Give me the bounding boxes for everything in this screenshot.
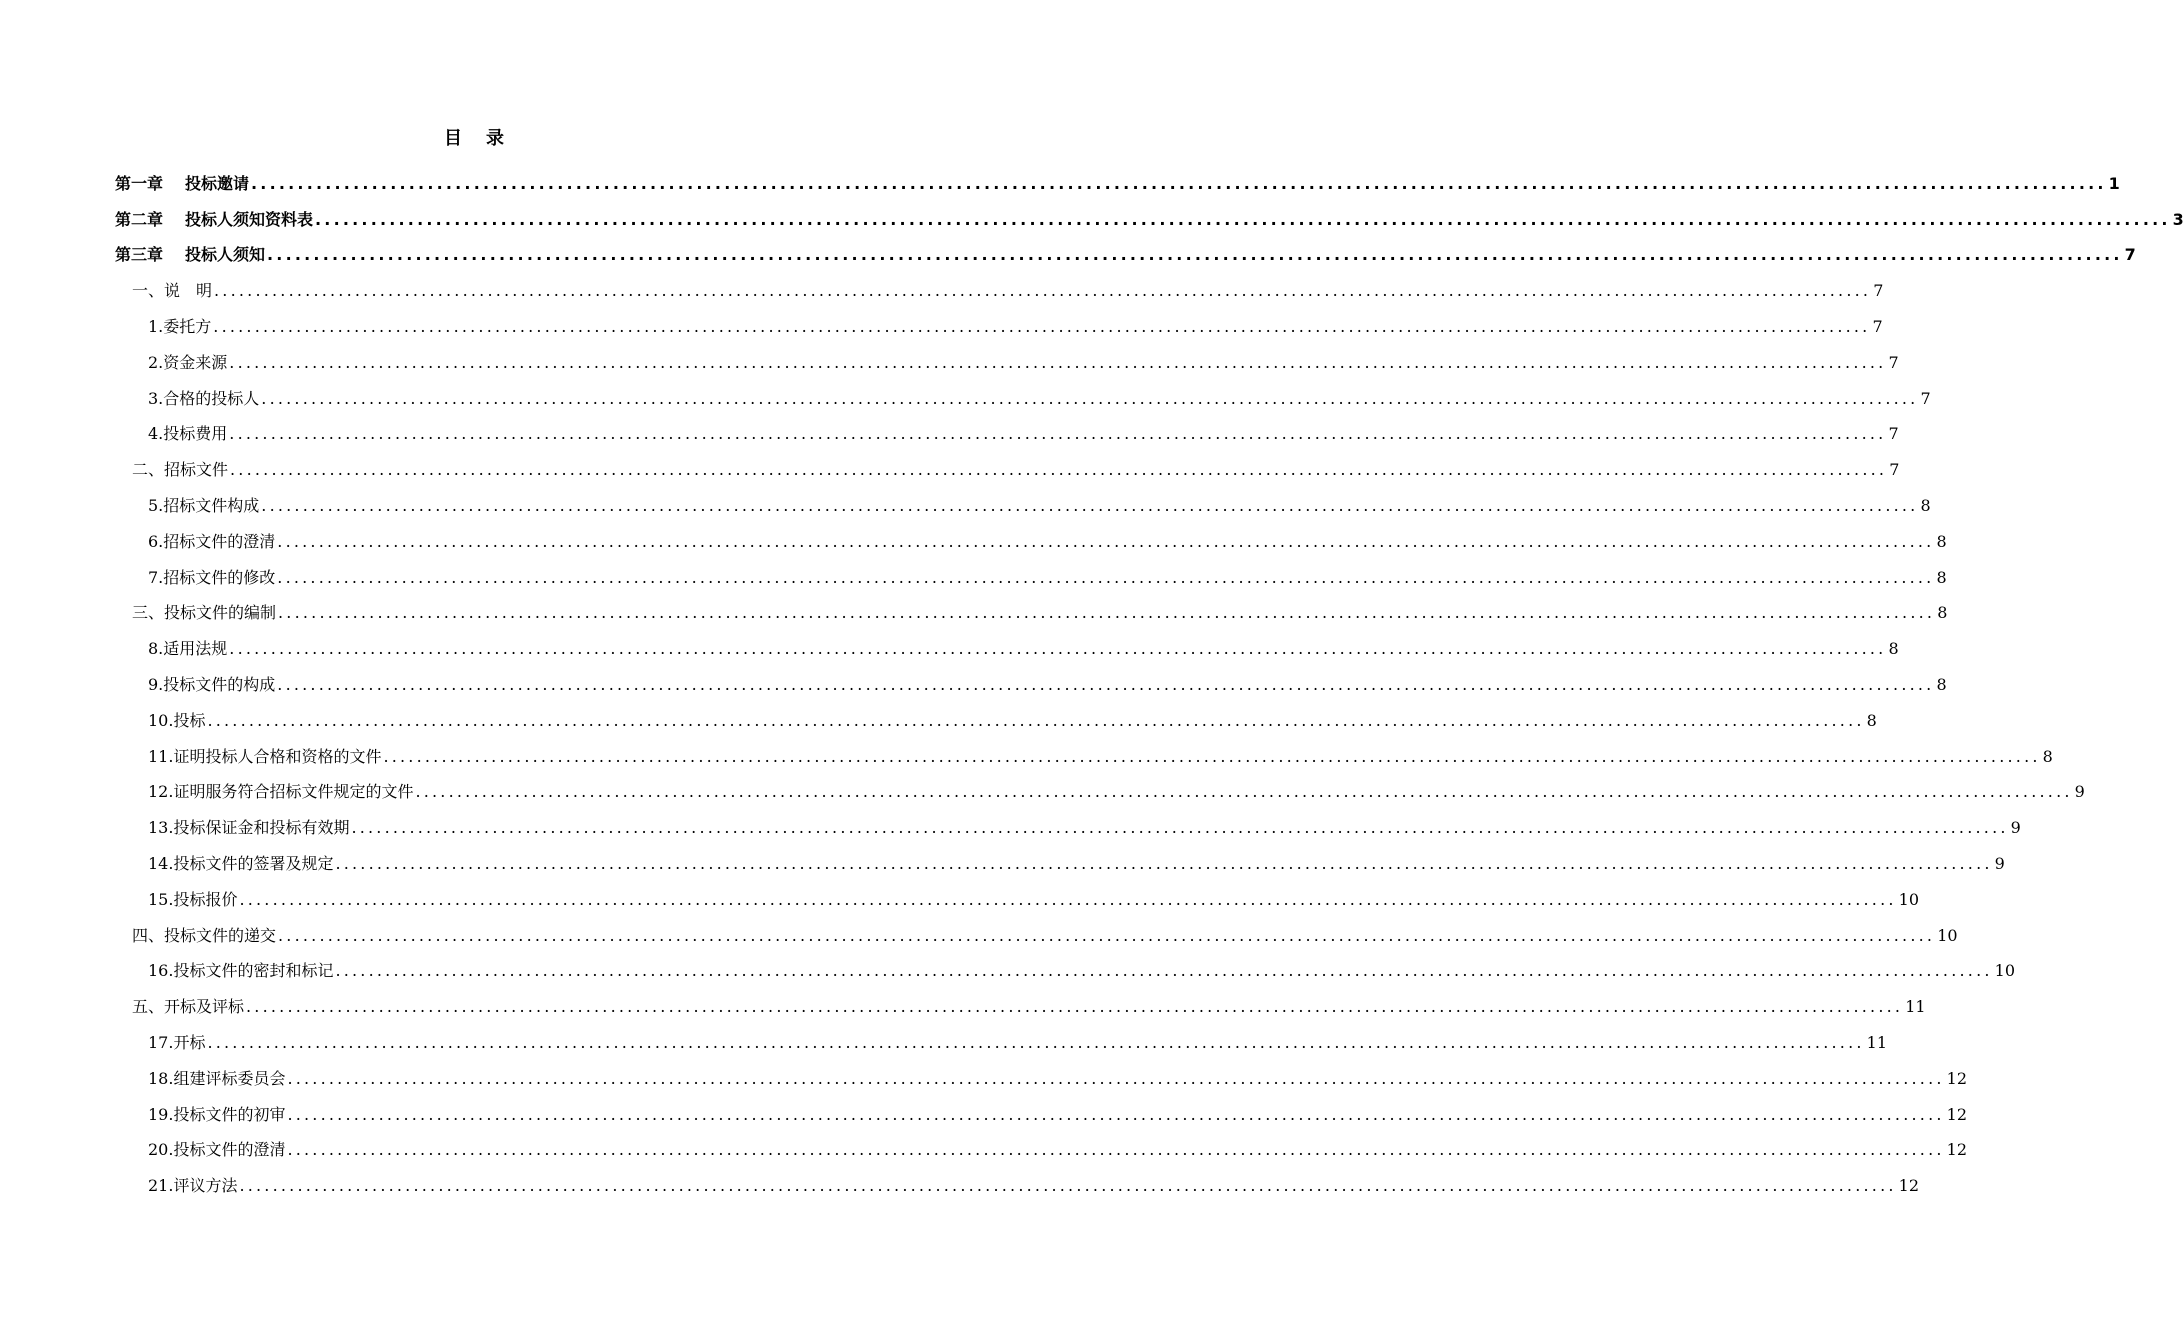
toc-chapter-number: 第三章 xyxy=(115,245,164,265)
toc-entry-title: 6.招标文件的澄清 xyxy=(148,531,276,551)
toc-entry-title: 四、投标文件的递交 xyxy=(132,925,277,945)
toc-entry-title: 20.投标文件的澄清 xyxy=(148,1140,286,1160)
toc-page-number: 7 xyxy=(2124,245,2136,265)
toc-title-char: 目 xyxy=(444,128,464,149)
toc-entry-title: 17.开标 xyxy=(148,1032,206,1052)
toc-page-number: 8 xyxy=(1920,495,1931,515)
toc-leader-dots: ........................................................................................................................................................................................................ xyxy=(261,495,1919,515)
toc-entry[interactable] xyxy=(115,838,2005,874)
toc-leader-dots: ........................................................................................................................................................................................................ xyxy=(278,925,1936,945)
toc-entry[interactable] xyxy=(115,767,2085,803)
toc-page-number: 9 xyxy=(2074,782,2085,802)
toc-leader-dots: ........................................................................................................................................................................................................ xyxy=(415,782,2073,802)
toc-page-number: 12 xyxy=(1946,1104,1967,1124)
toc-entry[interactable] xyxy=(115,1053,1967,1089)
toc-entry-title: 一、说 明 xyxy=(132,281,213,301)
toc-leader-dots: ........................................................................................................................................................................................................ xyxy=(213,316,1871,336)
toc-entry-title: 11.证明投标人合格和资格的文件 xyxy=(148,746,382,766)
toc-entry-title: 21.评议方法 xyxy=(148,1176,238,1196)
table-of-contents xyxy=(115,158,2184,1196)
toc-leader-dots: ........................................................................................................................................................................................................ xyxy=(214,281,1872,301)
toc-page-number: 1 xyxy=(2108,173,2120,193)
toc-leader-dots: ........................................................................................................................................................................................................ xyxy=(239,1176,1897,1196)
toc-leader-dots: ........................................................................................................................................................................................................ xyxy=(335,853,1993,873)
toc-entry[interactable] xyxy=(115,158,2120,194)
toc-entry-title: 1.委托方 xyxy=(148,316,212,336)
toc-leader-dots: ........................................................................................................................................................................................................ xyxy=(278,603,1936,623)
toc-entry[interactable] xyxy=(115,1160,1919,1196)
toc-title xyxy=(0,126,950,152)
toc-entry[interactable] xyxy=(115,695,1877,731)
toc-leader-dots: ........................................................................................................................................................................................................ xyxy=(287,1068,1945,1088)
toc-page-number: 3 xyxy=(2172,209,2184,229)
toc-leader-dots: ........................................................................................................................................................................................................ xyxy=(383,746,2041,766)
toc-leader-dots: ........................................................................................................................................................................................................ xyxy=(351,818,2009,838)
toc-entry[interactable] xyxy=(115,230,2136,266)
toc-entry[interactable] xyxy=(115,1125,1967,1161)
toc-leader-dots: ........................................................................................................................................................................................................ xyxy=(287,1140,1945,1160)
toc-entry[interactable] xyxy=(115,874,1919,910)
toc-entry[interactable] xyxy=(115,731,2053,767)
toc-entry-title: 4.投标费用 xyxy=(148,424,228,444)
toc-page-number: 12 xyxy=(1946,1068,1967,1088)
toc-leader-dots: ........................................................................................................................................................................................................ xyxy=(315,209,2171,229)
toc-page-number: 12 xyxy=(1898,1176,1919,1196)
toc-page-number: 7 xyxy=(1888,424,1899,444)
toc-page-number: 10 xyxy=(1937,925,1958,945)
toc-page-number: 8 xyxy=(1866,710,1877,730)
toc-leader-dots: ........................................................................................................................................................................................................ xyxy=(229,424,1887,444)
toc-chapter-title: 投标人须知资料表 xyxy=(185,209,314,229)
toc-leader-dots: ........................................................................................................................................................................................................ xyxy=(246,997,1904,1017)
toc-page-number: 8 xyxy=(1936,567,1947,587)
toc-page-number: 10 xyxy=(1898,889,1919,909)
toc-entry-title: 二、招标文件 xyxy=(132,460,229,480)
toc-chapter-title: 投标人须知 xyxy=(185,245,266,265)
toc-entry[interactable] xyxy=(115,981,1926,1017)
toc-title-char: 录 xyxy=(486,128,506,149)
toc-entry[interactable] xyxy=(115,409,1899,445)
toc-page-number: 8 xyxy=(2042,746,2053,766)
toc-leader-dots: ........................................................................................................................................................................................................ xyxy=(251,173,2107,193)
toc-page-number: 12 xyxy=(1946,1140,1967,1160)
toc-page-number: 8 xyxy=(1888,639,1899,659)
toc-page-number: 9 xyxy=(1994,853,2005,873)
toc-leader-dots: ........................................................................................................................................................................................................ xyxy=(277,531,1935,551)
toc-entry[interactable] xyxy=(115,659,1947,695)
toc-entry[interactable] xyxy=(115,337,1899,373)
toc-entry-title: 3.合格的投标人 xyxy=(148,388,260,408)
toc-entry[interactable] xyxy=(115,373,1931,409)
toc-entry-title: 5.招标文件构成 xyxy=(148,495,260,515)
toc-page-number: 8 xyxy=(1936,674,1947,694)
toc-entry-title: 18.组建评标委员会 xyxy=(148,1068,286,1088)
toc-entry[interactable] xyxy=(115,802,2021,838)
toc-entry[interactable] xyxy=(115,194,2184,230)
toc-leader-dots: ........................................................................................................................................................................................................ xyxy=(230,460,1888,480)
toc-entry[interactable] xyxy=(115,946,2015,982)
toc-leader-dots: ........................................................................................................................................................................................................ xyxy=(287,1104,1945,1124)
toc-entry[interactable] xyxy=(115,1017,1887,1053)
toc-entry-title xyxy=(115,174,249,194)
toc-leader-dots: ........................................................................................................................................................................................................ xyxy=(229,352,1887,372)
toc-entry-title xyxy=(115,210,313,230)
toc-leader-dots: ........................................................................................................................................................................................................ xyxy=(335,961,1993,981)
toc-chapter-title: 投标邀请 xyxy=(185,173,250,193)
toc-page-number: 7 xyxy=(1889,460,1900,480)
toc-entry[interactable] xyxy=(115,301,1883,337)
toc-entry-title: 15.投标报价 xyxy=(148,889,238,909)
toc-entry[interactable] xyxy=(115,623,1899,659)
toc-entry[interactable] xyxy=(115,910,1958,946)
toc-page-number: 11 xyxy=(1905,997,1926,1017)
toc-leader-dots: ........................................................................................................................................................................................................ xyxy=(239,889,1897,909)
toc-chapter-number: 第一章 xyxy=(115,173,164,193)
toc-leader-dots: ........................................................................................................................................................................................................ xyxy=(277,567,1935,587)
toc-entry-title: 10.投标 xyxy=(148,710,206,730)
toc-page-number: 10 xyxy=(1994,961,2015,981)
toc-entry-title: 14.投标文件的签署及规定 xyxy=(148,853,334,873)
toc-entry[interactable] xyxy=(115,265,1884,301)
toc-entry[interactable] xyxy=(115,552,1947,588)
toc-entry-title: 9.投标文件的构成 xyxy=(148,674,276,694)
toc-page-number: 8 xyxy=(1937,603,1948,623)
toc-page-number: 7 xyxy=(1873,281,1884,301)
toc-entry-title: 8.适用法规 xyxy=(148,639,228,659)
toc-entry[interactable] xyxy=(115,588,1948,624)
toc-leader-dots: ........................................................................................................................................................................................................ xyxy=(207,710,1865,730)
toc-leader-dots: ........................................................................................................................................................................................................ xyxy=(267,245,2123,265)
toc-page-number: 8 xyxy=(1936,531,1947,551)
toc-entry-title: 19.投标文件的初审 xyxy=(148,1104,286,1124)
toc-entry-title: 13.投标保证金和投标有效期 xyxy=(148,818,350,838)
toc-entry-title xyxy=(115,245,265,265)
toc-entry-title: 五、开标及评标 xyxy=(132,997,245,1017)
toc-entry[interactable] xyxy=(115,444,1900,480)
toc-page-number: 7 xyxy=(1920,388,1931,408)
toc-leader-dots: ........................................................................................................................................................................................................ xyxy=(277,674,1935,694)
toc-entry[interactable] xyxy=(115,516,1947,552)
toc-page-number: 11 xyxy=(1866,1032,1887,1052)
toc-entry[interactable] xyxy=(115,1089,1967,1125)
toc-entry-title: 三、投标文件的编制 xyxy=(132,603,277,623)
toc-entry-title: 12.证明服务符合招标文件规定的文件 xyxy=(148,782,414,802)
toc-entry-title: 16.投标文件的密封和标记 xyxy=(148,961,334,981)
toc-leader-dots: ........................................................................................................................................................................................................ xyxy=(229,639,1887,659)
toc-page-number: 9 xyxy=(2010,818,2021,838)
toc-entry-title: 2.资金来源 xyxy=(148,352,228,372)
toc-leader-dots: ........................................................................................................................................................................................................ xyxy=(207,1032,1865,1052)
toc-entry[interactable] xyxy=(115,480,1931,516)
toc-page-number: 7 xyxy=(1872,316,1883,336)
toc-entry-title: 7.招标文件的修改 xyxy=(148,567,276,587)
toc-page-number: 7 xyxy=(1888,352,1899,372)
toc-chapter-number: 第二章 xyxy=(115,209,164,229)
toc-leader-dots: ........................................................................................................................................................................................................ xyxy=(261,388,1919,408)
